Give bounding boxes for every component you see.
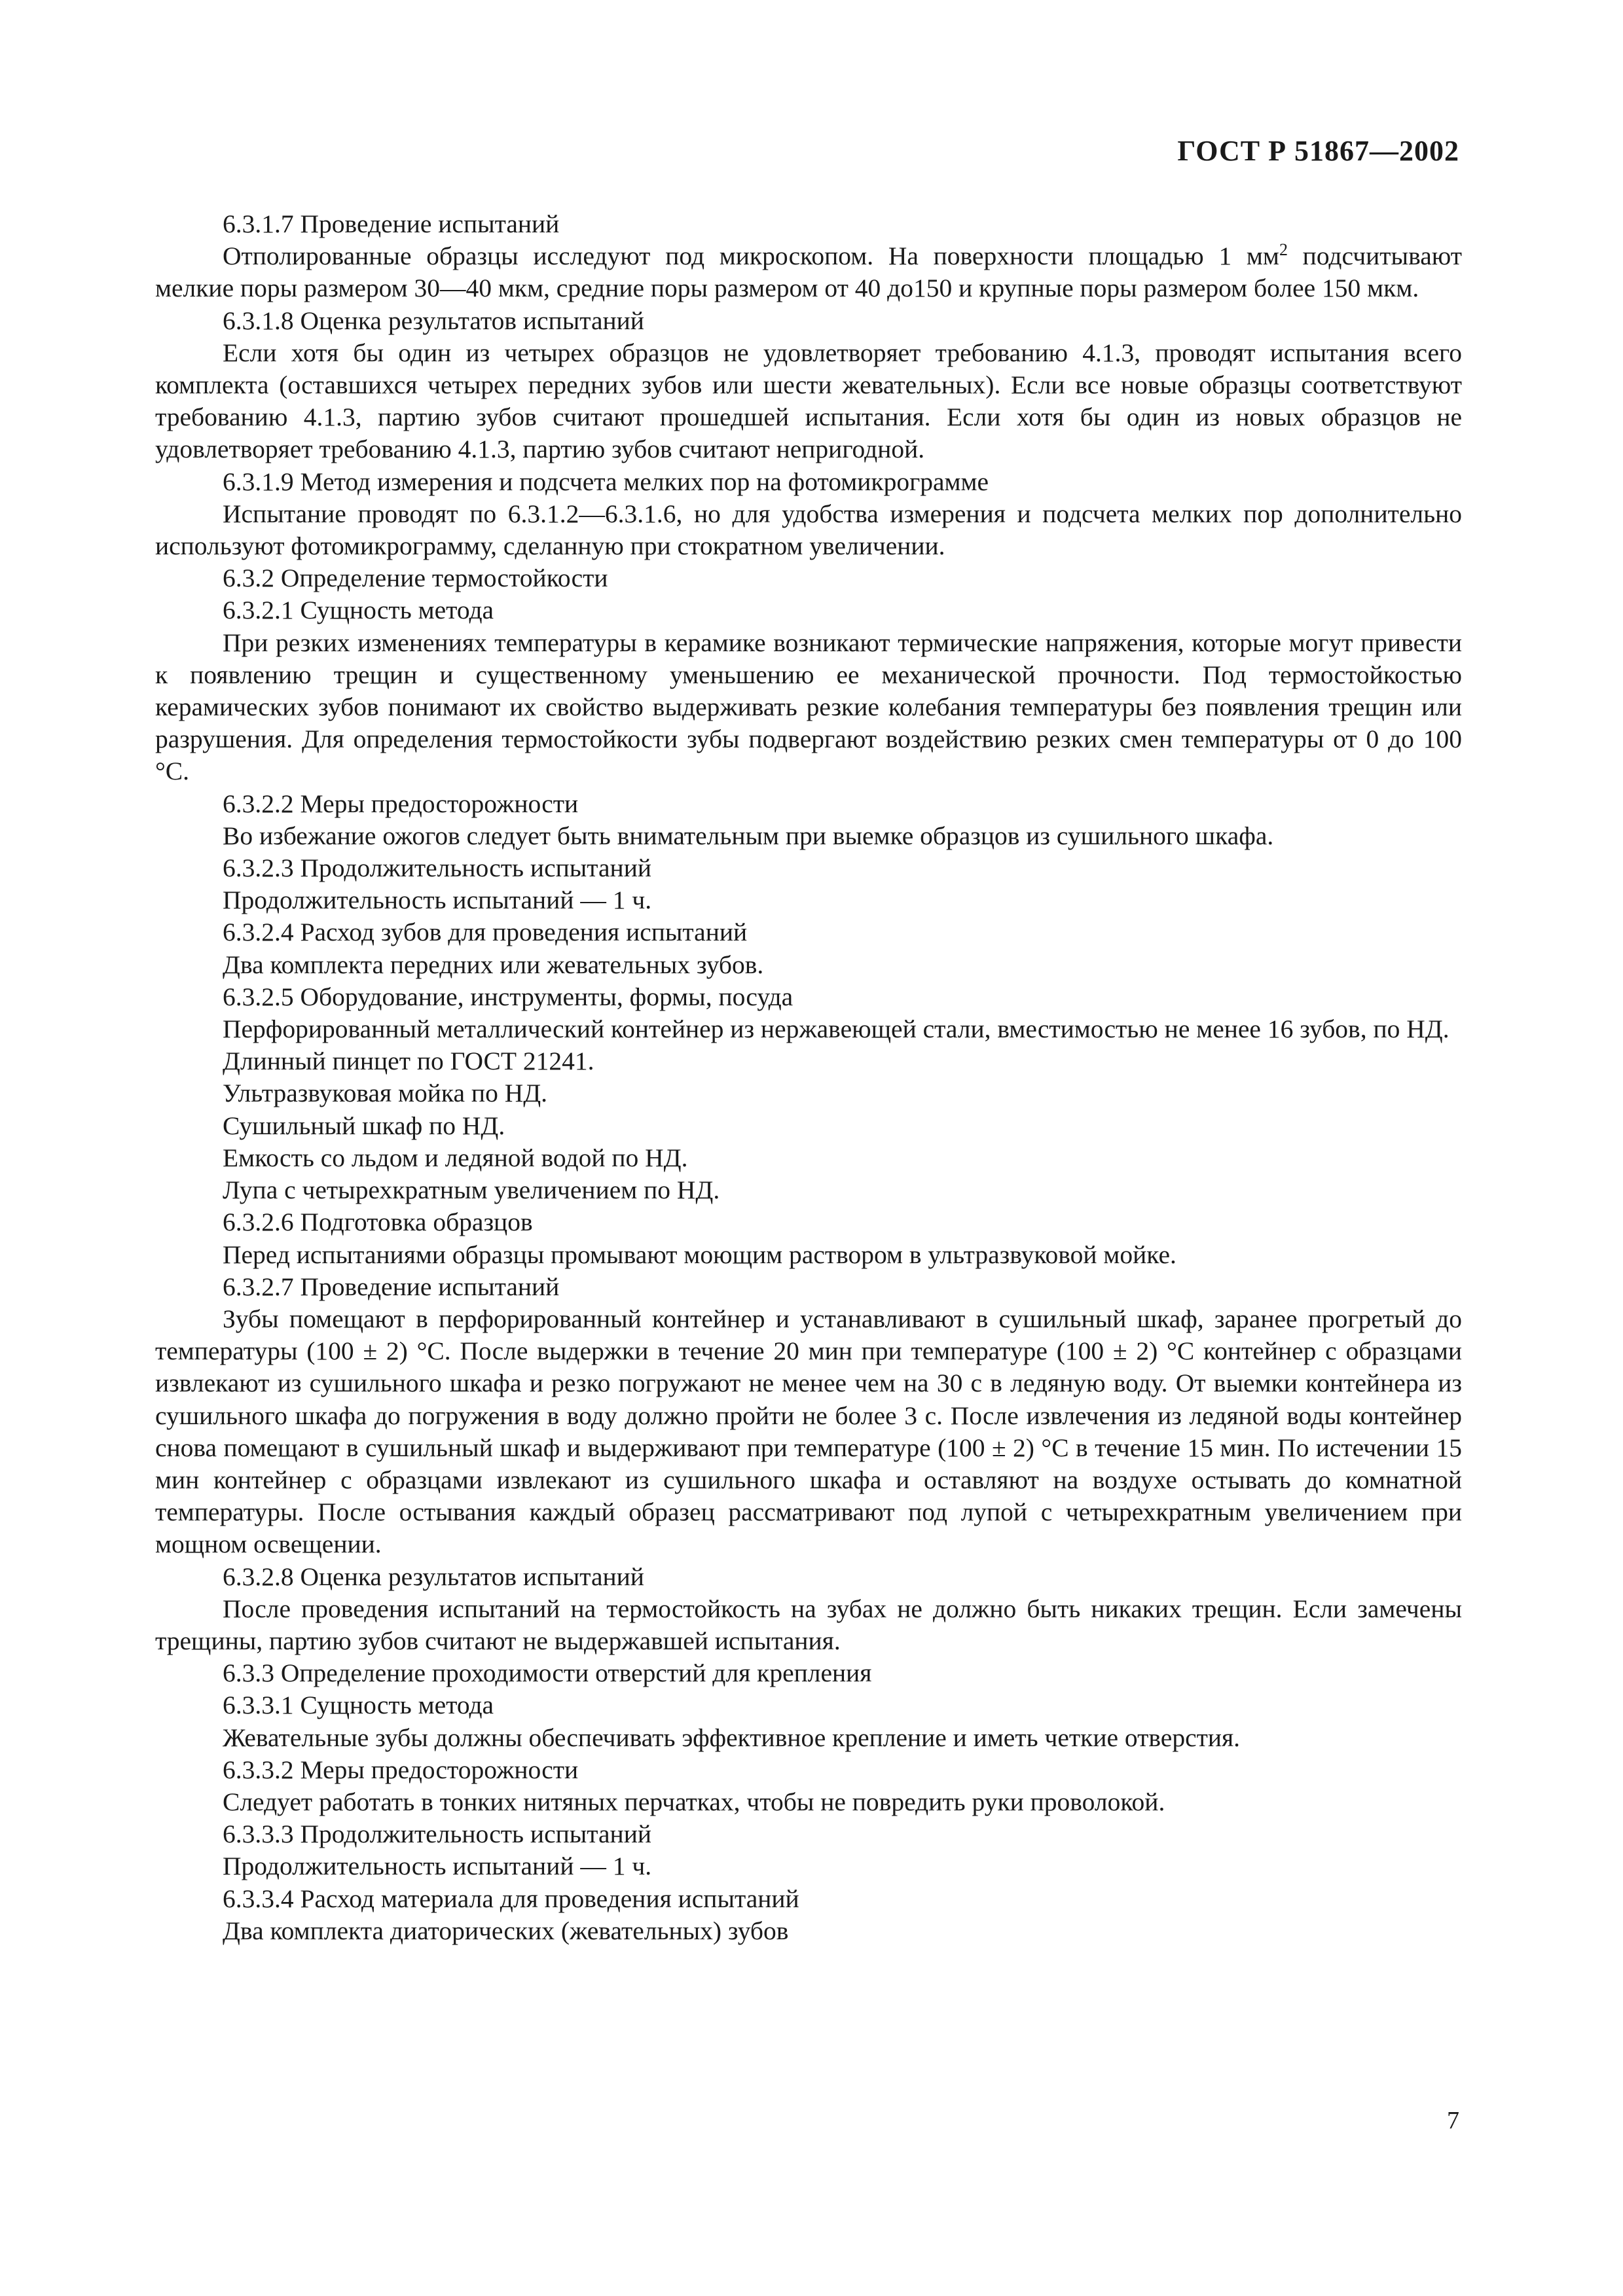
section-heading-text: 6.3.1.9 Метод измерения и подсчета мелких пор на фотомикрограмме bbox=[223, 467, 989, 496]
section-heading-text: 6.3.1.7 Проведение испытаний bbox=[223, 209, 560, 238]
section-heading bbox=[155, 1754, 1462, 1786]
paragraph bbox=[155, 1786, 1462, 1818]
paragraph-text: Перфорированный металлический контейнер из нержавеющей стали, вместимостью не менее 16 зубов, по НД. bbox=[223, 1014, 1450, 1044]
paragraph bbox=[155, 1593, 1462, 1657]
paragraph bbox=[155, 1110, 1462, 1142]
section-heading-text: 6.3.2.3 Продолжительность испытаний bbox=[223, 853, 651, 883]
section-heading bbox=[155, 562, 1462, 594]
paragraph-text: Если хотя бы один из четырех образцов не удовлетворяет требованию 4.1.3, проводят испытания всего комплекта (оставшихся четырех передних зубов или шести жевательных). Если все новые образцы соответствуют требованию 4.1.3, партию зубов считают прошедшей испытания. Если хотя бы один из новых образцов не удовлетворяет требованию 4.1.3, партию зубов считают непригодной. bbox=[155, 338, 1462, 464]
section-heading-text: 6.3.3.1 Сущность метода bbox=[223, 1691, 494, 1720]
section-heading-text: 6.3.1.8 Оценка результатов испытаний bbox=[223, 306, 644, 335]
paragraph bbox=[155, 1077, 1462, 1109]
paragraph bbox=[155, 1722, 1462, 1754]
section-heading bbox=[155, 916, 1462, 948]
section-heading bbox=[155, 594, 1462, 626]
section-heading-text: 6.3.3 Определение проходимости отверстий для крепления bbox=[223, 1659, 872, 1688]
paragraph-text: При резких изменениях температуры в керамике возникают термические напряжения, которые могут привести к появлению трещин и существенному уменьшению ее механической прочности. Под термостойкостью керамических зубов понимают их свойство выдерживать резкие колебания температуры без появления трещин или разрушения. Для определения термостойкости зубы подвергают воздействию резких смен температуры от 0 до 100 °С. bbox=[155, 628, 1462, 786]
section-heading bbox=[155, 788, 1462, 820]
section-heading-text: 6.3.2.4 Расход зубов для проведения испытаний bbox=[223, 918, 748, 947]
paragraph bbox=[155, 820, 1462, 852]
paragraph bbox=[155, 627, 1462, 788]
paragraph-text: Продолжительность испытаний — 1 ч. bbox=[223, 886, 652, 915]
paragraph-text: После проведения испытаний на термостойкость на зубах не должно быть никаких трещин. Если замечены трещины, партию зубов считают не выдержавшей испытания. bbox=[155, 1594, 1462, 1655]
superscript: 2 bbox=[1279, 240, 1288, 260]
paragraph bbox=[155, 884, 1462, 916]
paragraph bbox=[155, 1174, 1462, 1206]
paragraph-text: Емкость со льдом и ледяной водой по НД. bbox=[223, 1143, 688, 1172]
section-heading-text: 6.3.2.6 Подготовка образцов bbox=[223, 1208, 533, 1237]
paragraph-text: Зубы помещают в перфорированный контейнер и устанавливают в сушильный шкаф, заранее прогретый до температуры (100 ± 2) °С. После выдержки в течение 20 мин при температуре (100 ± 2) °С контейнер с образцами извлекают из сушильного шкафа и резко погружают не менее чем на 30 с в ледяную воду. От выемки контейнера из сушильного шкафа до погружения в воду должно пройти не более 3 с. После извлечения из ледяной воды контейнер снова помещают в сушильный шкаф и выдерживают при температуре (100 ± 2) °С в течение 15 мин. По истечении 15 мин контейнер с образцами извлекают из сушильного шкафа и оставляют на воздухе остывать до комнатной температуры. После остывания каждый образец рассматривают под лупой с четырехкратным увеличением при мощном освещении. bbox=[155, 1304, 1462, 1559]
section-heading bbox=[155, 1561, 1462, 1593]
section-heading-text: 6.3.2.1 Сущность метода bbox=[223, 596, 494, 625]
paragraph-text: Жевательные зубы должны обеспечивать эффективное крепление и иметь четкие отверстия. bbox=[223, 1723, 1241, 1752]
section-heading bbox=[155, 1657, 1462, 1689]
paragraph bbox=[155, 337, 1462, 466]
document-code-header: ГОСТ Р 51867—2002 bbox=[1177, 135, 1459, 167]
paragraph-text: Продолжительность испытаний — 1 ч. bbox=[223, 1852, 652, 1881]
page-number: 7 bbox=[1447, 2107, 1459, 2134]
section-heading-text: 6.3.3.4 Расход материала для проведения испытаний bbox=[223, 1884, 799, 1913]
section-heading bbox=[155, 852, 1462, 884]
paragraph-text: Длинный пинцет по ГОСТ 21241. bbox=[223, 1047, 594, 1076]
section-heading bbox=[155, 1883, 1462, 1915]
paragraph bbox=[155, 498, 1462, 562]
paragraph bbox=[155, 1239, 1462, 1271]
paragraph-text-continued: подсчитывают мелкие поры размером 30—40 мкм, средние поры размером от 40 до150 и крупные поры размером более 150 мкм. bbox=[155, 242, 1462, 303]
section-heading-text: 6.3.2 Определение термостойкости bbox=[223, 564, 608, 593]
section-heading-text: 6.3.3.3 Продолжительность испытаний bbox=[223, 1820, 651, 1849]
section-heading bbox=[155, 466, 1462, 498]
section-heading bbox=[155, 1818, 1462, 1850]
section-heading-text: 6.3.3.2 Меры предосторожности bbox=[223, 1755, 579, 1784]
paragraph-text: Во избежание ожогов следует быть внимательным при выемке образцов из сушильного шкафа. bbox=[223, 821, 1274, 850]
paragraph bbox=[155, 949, 1462, 981]
paragraph bbox=[155, 1013, 1462, 1045]
section-heading bbox=[155, 1689, 1462, 1721]
paragraph bbox=[155, 1915, 1462, 1947]
paragraph-text: Отполированные образцы исследуют под микроскопом. На поверхности площадью 1 мм bbox=[223, 242, 1279, 271]
paragraph-text: Следует работать в тонких нитяных перчатках, чтобы не повредить руки проволокой. bbox=[223, 1787, 1165, 1816]
paragraph-text: Перед испытаниями образцы промывают моющим раствором в ультразвуковой мойке. bbox=[223, 1240, 1176, 1269]
paragraph bbox=[155, 1045, 1462, 1077]
section-heading bbox=[155, 305, 1462, 337]
paragraph-text: Испытание проводят по 6.3.1.2—6.3.1.6, но для удобства измерения и подсчета мелких пор дополнительно используют фотомикрограмму, сделанную при стократном увеличении. bbox=[155, 499, 1462, 561]
paragraph bbox=[155, 240, 1462, 304]
paragraph-text: Ультразвуковая мойка по НД. bbox=[223, 1079, 548, 1108]
section-heading-text: 6.3.2.5 Оборудование, инструменты, формы, посуда bbox=[223, 982, 793, 1011]
section-heading bbox=[155, 208, 1462, 240]
paragraph bbox=[155, 1850, 1462, 1882]
document-body bbox=[155, 208, 1462, 1947]
paragraph-text: Два комплекта диаторических (жевательных) зубов bbox=[223, 1916, 789, 1945]
section-heading-text: 6.3.2.7 Проведение испытаний bbox=[223, 1272, 560, 1301]
paragraph-text: Сушильный шкаф по НД. bbox=[223, 1111, 505, 1140]
section-heading bbox=[155, 1271, 1462, 1303]
section-heading bbox=[155, 1206, 1462, 1238]
paragraph-text: Два комплекта передних или жевательных зубов. bbox=[223, 950, 764, 979]
paragraph bbox=[155, 1142, 1462, 1174]
paragraph-text: Лупа с четырехкратным увеличением по НД. bbox=[223, 1175, 720, 1205]
section-heading bbox=[155, 981, 1462, 1013]
paragraph bbox=[155, 1303, 1462, 1561]
section-heading-text: 6.3.2.2 Меры предосторожности bbox=[223, 789, 579, 818]
section-heading-text: 6.3.2.8 Оценка результатов испытаний bbox=[223, 1562, 644, 1591]
